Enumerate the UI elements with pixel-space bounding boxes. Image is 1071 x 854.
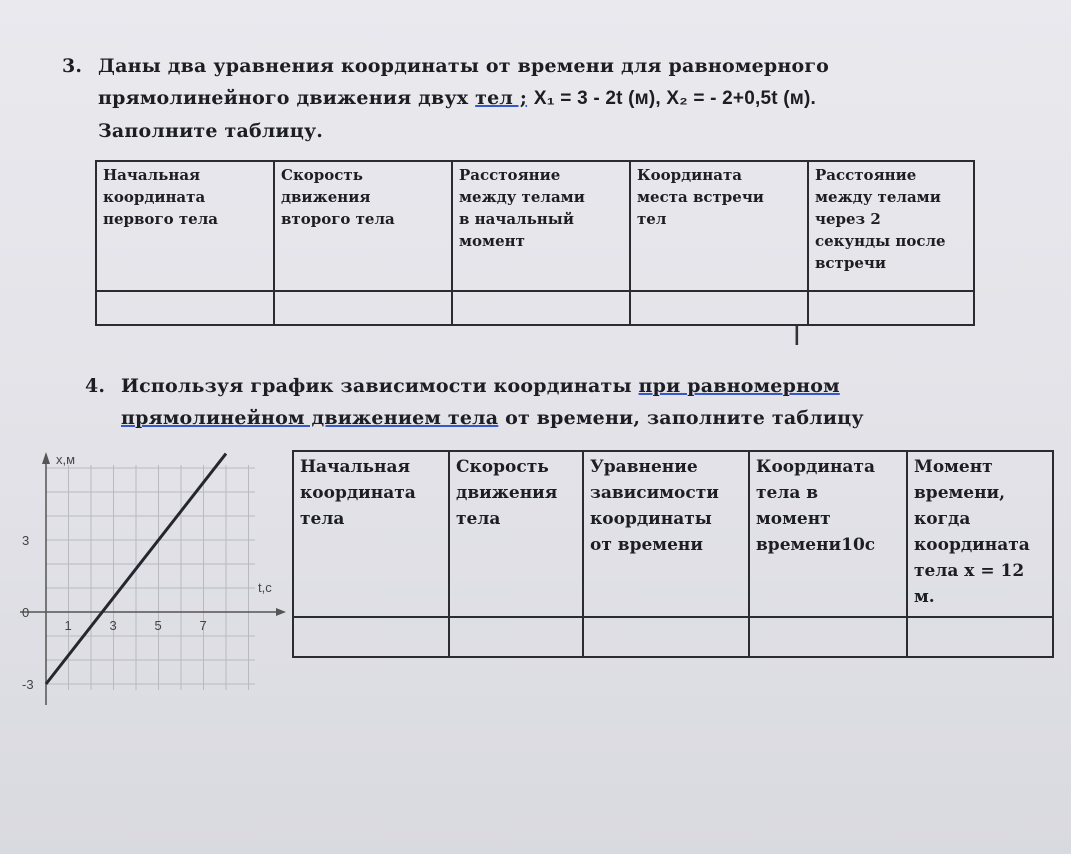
- header-line: координата: [103, 188, 206, 206]
- task-3-statement: [62, 50, 982, 147]
- graph-y-tick: 0: [22, 605, 30, 620]
- graph-grid: [46, 465, 255, 690]
- header-line: Расстояние: [815, 166, 917, 184]
- task-3-answer-cell[interactable]: [630, 291, 808, 325]
- task-4-answer-cell[interactable]: [749, 617, 907, 657]
- task-4-header-cell: [749, 451, 907, 617]
- task-4-header-cell: [583, 451, 749, 617]
- header-line: тела: [300, 509, 345, 529]
- task-4-line-2: от времени, заполните таблицу: [505, 407, 864, 429]
- graph-y-tick: -3: [22, 677, 34, 692]
- task-4-answer-cell[interactable]: [907, 617, 1053, 657]
- task-4-answer-cell[interactable]: [293, 617, 449, 657]
- header-line: в начальный: [459, 210, 574, 228]
- task-3-header-5: [815, 164, 967, 274]
- header-line: Скорость: [456, 457, 549, 477]
- graph-x-tick: 3: [109, 618, 117, 633]
- task-3-header-row: [96, 161, 974, 291]
- graph-y-axis-label: х,м: [56, 452, 76, 467]
- task-3-number: 3.: [62, 55, 83, 77]
- header-line: тела х = 12: [914, 561, 1025, 581]
- task-3-line-1: Даны два уравнения координаты от времени для равномерного: [98, 55, 830, 77]
- header-line: Скорость: [281, 166, 363, 184]
- task-4-header-4: [756, 454, 900, 558]
- coordinate-time-graph: [20, 440, 290, 720]
- task-4-header-3: [590, 454, 742, 558]
- header-line: Координата: [756, 457, 875, 477]
- header-line: первого тела: [103, 210, 218, 228]
- header-line: движения: [281, 188, 371, 206]
- task-3-header-4: [637, 164, 801, 230]
- task-3-header-cell: [630, 161, 808, 291]
- task-3-header-cell: [96, 161, 274, 291]
- task-3-header-3: [459, 164, 623, 252]
- header-line: координата: [300, 483, 416, 503]
- y-axis-arrow-icon: [42, 452, 50, 464]
- header-line: второго тела: [281, 210, 395, 228]
- header-line: движения: [456, 483, 558, 503]
- task-3-answer-cell[interactable]: [808, 291, 974, 325]
- graph-x-axis-label: t,c: [258, 580, 272, 595]
- header-line: времени10с: [756, 535, 876, 555]
- task-3-answer-cell[interactable]: [274, 291, 452, 325]
- header-line: Расстояние: [459, 166, 561, 184]
- text-cursor-icon: I: [793, 322, 801, 352]
- task-4-table: [292, 450, 1054, 658]
- task-3-table: [95, 160, 975, 326]
- header-line: встречи: [815, 254, 886, 272]
- header-line: тела: [456, 509, 501, 529]
- task-4-number: 4.: [85, 375, 106, 397]
- task-3-answer-cell[interactable]: [96, 291, 274, 325]
- task-4-header-cell: [907, 451, 1053, 617]
- task-4-answer-row: [293, 617, 1053, 657]
- header-line: между телами: [459, 188, 585, 206]
- task-4-underlined-phrase-1: при равномерном: [638, 375, 840, 397]
- header-line: между телами: [815, 188, 941, 206]
- task-4-header-2: [456, 454, 576, 532]
- header-line: координаты: [590, 509, 712, 529]
- header-line: от времени: [590, 535, 703, 555]
- task-4-statement: [85, 370, 1045, 434]
- header-line: когда: [914, 509, 971, 529]
- task-3-equations: X₁ = 3 - 2t (м), X₂ = - 2+0,5t (м).: [533, 88, 817, 109]
- task-4-header-cell: [293, 451, 449, 617]
- task-3-line-2: прямолинейного движения двух: [98, 87, 469, 109]
- task-4-answer-cell[interactable]: [583, 617, 749, 657]
- header-line: Уравнение: [590, 457, 698, 477]
- header-line: времени,: [914, 483, 1006, 503]
- task-4-header-cell: [449, 451, 583, 617]
- header-line: места встречи: [637, 188, 764, 206]
- task-3-underlined-word: тел ;: [475, 87, 528, 109]
- task-4-answer-cell[interactable]: [449, 617, 583, 657]
- task-3-header-cell: [274, 161, 452, 291]
- task-3-answer-cell[interactable]: [452, 291, 630, 325]
- task-4-line-1: Используя график зависимости координаты: [121, 375, 632, 397]
- task-3-header-1: [103, 164, 267, 230]
- task-3-line-3: Заполните таблицу.: [98, 120, 324, 142]
- task-4-header-row: [293, 451, 1053, 617]
- header-line: момент: [459, 232, 525, 250]
- graph-x-tick: 7: [199, 618, 207, 633]
- header-line: зависимости: [590, 483, 719, 503]
- header-line: тел: [637, 210, 667, 228]
- graph-x-tick: 5: [154, 618, 162, 633]
- task-4-header-5: [914, 454, 1046, 610]
- header-line: м.: [914, 587, 935, 607]
- header-line: Момент: [914, 457, 993, 477]
- header-line: Начальная: [300, 457, 411, 477]
- task-3-header-cell: [808, 161, 974, 291]
- task-3-answer-row: [96, 291, 974, 325]
- task-4-header-1: [300, 454, 442, 532]
- header-line: через 2: [815, 210, 881, 228]
- header-line: секунды после: [815, 232, 946, 250]
- graph-y-tick: 3: [22, 533, 30, 548]
- header-line: координата: [914, 535, 1030, 555]
- header-line: момент: [756, 509, 831, 529]
- header-line: Координата: [637, 166, 742, 184]
- x-axis-arrow-icon: [276, 608, 286, 616]
- graph-x-tick: 1: [64, 618, 72, 633]
- task-3-header-2: [281, 164, 445, 230]
- header-line: Начальная: [103, 166, 201, 184]
- task-3-header-cell: [452, 161, 630, 291]
- task-4-underlined-phrase-2: прямолинейном движением тела: [121, 407, 499, 429]
- header-line: тела в: [756, 483, 819, 503]
